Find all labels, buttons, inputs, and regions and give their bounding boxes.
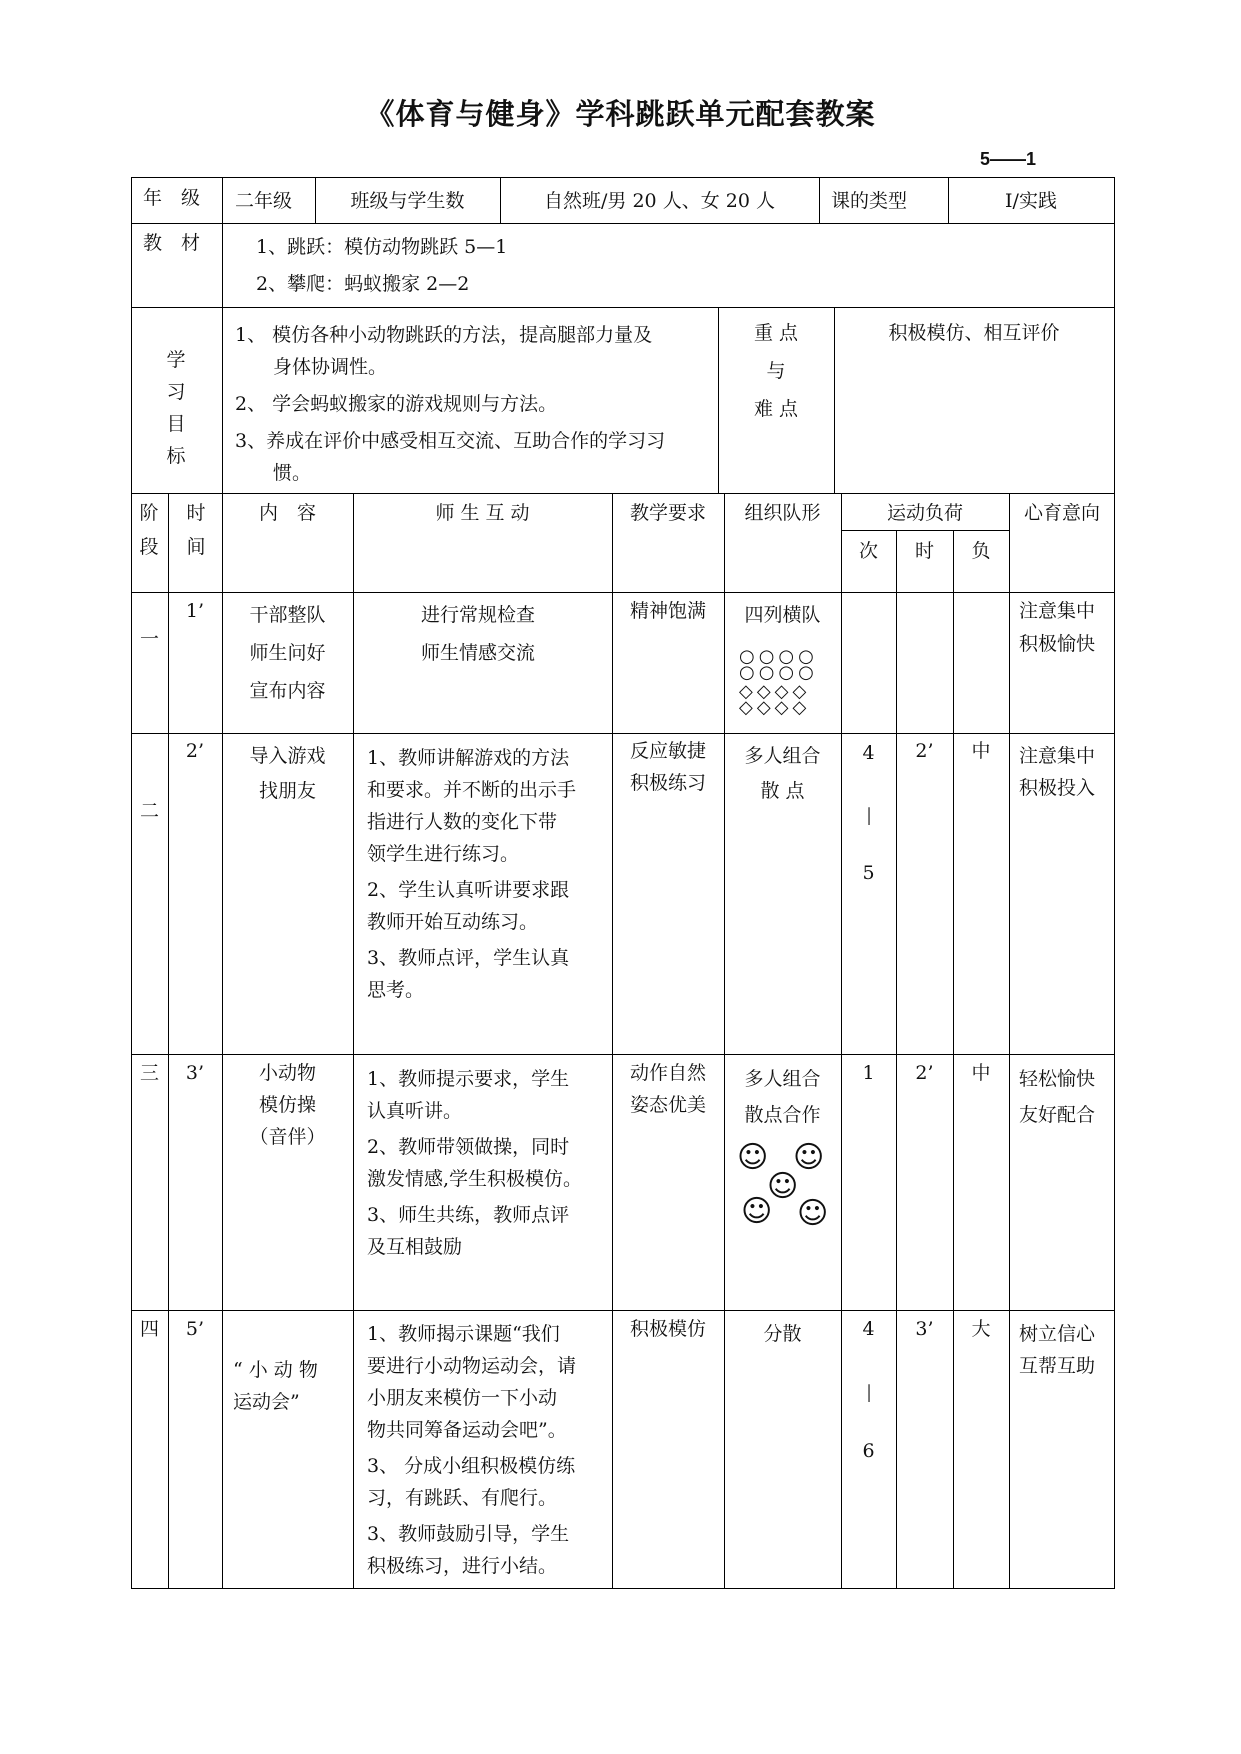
load-count: 4 (862, 742, 875, 764)
range-dash: | (866, 805, 873, 826)
goal-line: 身体协调性。 (273, 356, 388, 378)
stage-cell: 三 (139, 1062, 159, 1084)
load-time: 3’ (915, 1318, 934, 1340)
stage-cell: 二 (139, 800, 159, 822)
goals-label: 习 (166, 381, 186, 403)
key-point-label: 难 点 (753, 398, 799, 420)
load-count: 5 (862, 862, 875, 884)
formation-line: 四列横队 (744, 604, 821, 626)
formation-line: 散点合作 (744, 1104, 821, 1126)
formation-symbols: ◇◇◇◇ (739, 697, 811, 718)
key-point-label: 重 点 (753, 322, 799, 344)
load-intensity: 中 (971, 1062, 991, 1084)
smiley-icon: ☺ (797, 1196, 829, 1231)
mind-line: 互帮互助 (1019, 1355, 1096, 1377)
class-value: 自然班/男 20 人、女 20 人 (544, 190, 775, 212)
requirement-line: 积极模仿 (629, 1318, 706, 1340)
interaction-line: 小朋友来模仿一下小动 (367, 1387, 558, 1409)
requirement-line: 反应敏捷 (629, 740, 706, 762)
content-line: 模仿操 (258, 1094, 316, 1116)
interaction-line: 物共同筹备运动会吧”。 (367, 1419, 567, 1441)
formation-line: 分散 (763, 1323, 802, 1345)
time-cell: 2’ (185, 740, 205, 762)
content-line: 运动会” (233, 1391, 300, 1413)
interaction-line: 进行常规检查 (421, 604, 536, 626)
interaction-line: 3、教师鼓励引导，学生 (367, 1523, 570, 1545)
load-count: 4 (862, 1318, 875, 1340)
time-cell: 5’ (185, 1318, 205, 1340)
material-item: 1、跳跃：模仿动物跳跃 5—1 (256, 236, 508, 258)
formation-line: 多人组合 (744, 745, 821, 767)
col-mind-header: 心育意向 (1023, 502, 1100, 524)
stage-cell: 一 (139, 628, 159, 650)
interaction-line: 指进行人数的变化下带 (367, 811, 558, 833)
lesson-plan-table (131, 177, 1115, 1588)
interaction-line: 和要求。并不断的出示手 (367, 779, 577, 801)
interaction-line: 习，有跳跃、有爬行。 (367, 1487, 558, 1509)
load-count: 1 (862, 1062, 875, 1084)
formation-line: 多人组合 (744, 1068, 821, 1090)
col-requirement-header: 教学要求 (629, 502, 706, 524)
col-interaction-header: 师 生 互 动 (435, 502, 530, 524)
smiley-icon: ☺ (793, 1140, 825, 1175)
grade-value: 二年级 (235, 190, 293, 212)
goals-label: 学 (166, 349, 186, 371)
interaction-line: 师生情感交流 (421, 642, 536, 664)
load-intensity: 中 (971, 740, 991, 762)
goals-label: 标 (166, 445, 186, 467)
interaction-line: 教师开始互动练习。 (367, 911, 539, 933)
class-label: 班级与学生数 (350, 190, 465, 212)
mind-line: 轻松愉快 (1019, 1068, 1096, 1090)
page-title: 《体育与健身》学科跳跃单元配套教案 (365, 97, 876, 131)
requirement-line: 动作自然 (629, 1062, 706, 1084)
material-label: 教 材 (143, 232, 201, 254)
interaction-line: 领学生进行练习。 (367, 843, 520, 865)
document-code: 5——1 (980, 149, 1037, 169)
interaction-line: 3、 分成小组积极模仿练 (367, 1455, 576, 1477)
interaction-line: 1、教师提示要求，学生 (367, 1068, 570, 1090)
formation-symbols: ○○○○ (739, 646, 818, 667)
col-stage-header: 段 (139, 536, 159, 558)
requirement-line: 精神饱满 (629, 600, 706, 622)
mind-line: 注意集中 (1019, 600, 1096, 622)
goal-line: 2、 学会蚂蚁搬家的游戏规则与方法。 (235, 393, 558, 415)
key-point-label: 与 (766, 360, 786, 382)
requirement-line: 姿态优美 (629, 1094, 706, 1116)
smiley-icon: ☺ (737, 1140, 769, 1175)
col-content-header: 内 容 (258, 502, 316, 524)
interaction-line: 1、教师揭示课题“我们 (367, 1323, 560, 1345)
time-cell: 1’ (185, 600, 205, 622)
col-stage-header: 阶 (139, 502, 159, 524)
formation-line: 散 点 (760, 780, 805, 802)
goals-label: 目 (166, 413, 186, 435)
range-dash: | (866, 1382, 873, 1403)
grade-label: 年 级 (143, 187, 201, 209)
interaction-line: 2、教师带领做操，同时 (367, 1136, 570, 1158)
interaction-line: 3、教师点评，学生认真 (367, 947, 570, 969)
lesson-type-value: Ⅰ/实践 (1005, 190, 1057, 212)
col-load-header: 运动负荷 (886, 502, 963, 524)
col-load-time-header: 时 (914, 540, 934, 562)
col-time-header: 间 (186, 536, 206, 558)
load-intensity: 大 (971, 1318, 991, 1340)
content-line: 干部整队 (249, 604, 326, 626)
interaction-line: 1、教师讲解游戏的方法 (367, 747, 570, 769)
content-line: 找朋友 (258, 780, 316, 802)
content-line: 小动物 (258, 1062, 316, 1084)
mind-line: 注意集中 (1019, 745, 1096, 767)
goal-line: 1、 模仿各种小动物跳跃的方法，提高腿部力量及 (235, 324, 653, 346)
interaction-line: 激发情感,学生积极模仿。 (367, 1168, 583, 1190)
key-point-value: 积极模仿、相互评价 (888, 322, 1060, 344)
col-formation-header: 组织队形 (744, 502, 821, 524)
formation-symbols: ◇◇◇◇ (739, 681, 811, 702)
formation-symbols: ○○○○ (739, 662, 818, 683)
mind-line: 友好配合 (1019, 1104, 1096, 1126)
interaction-line: 思考。 (367, 979, 425, 1001)
interaction-line: 及互相鼓励 (367, 1236, 463, 1258)
mind-line: 积极投入 (1019, 777, 1096, 799)
goal-line: 惯。 (273, 462, 312, 484)
col-load-count-header: 次 (858, 540, 878, 562)
load-time: 2’ (915, 1062, 934, 1084)
col-load-intensity-header: 负 (971, 540, 991, 562)
content-line: 导入游戏 (249, 745, 326, 767)
interaction-line: 认真听讲。 (367, 1100, 463, 1122)
smiley-icon: ☺ (741, 1194, 773, 1229)
lesson-type-label: 课的类型 (831, 190, 908, 212)
requirement-line: 积极练习 (629, 772, 706, 794)
mind-line: 树立信心 (1019, 1323, 1096, 1345)
interaction-line: 积极练习，进行小结。 (367, 1555, 558, 1577)
content-line: “ 小 动 物 (233, 1359, 318, 1381)
load-count: 6 (862, 1440, 875, 1462)
col-time-header: 时 (186, 502, 206, 524)
content-line: 宣布内容 (249, 680, 326, 702)
load-time: 2’ (915, 740, 934, 762)
material-item: 2、攀爬：蚂蚁搬家 2—2 (256, 273, 470, 295)
mind-line: 积极愉快 (1019, 633, 1096, 655)
stage-cell: 四 (139, 1318, 159, 1340)
content-line: 师生问好 (249, 642, 326, 664)
goal-line: 3、养成在评价中感受相互交流、互助合作的学习习 (235, 430, 666, 452)
smiley-icon: ☺ (767, 1169, 799, 1204)
content-line: （音伴） (249, 1126, 326, 1148)
time-cell: 3’ (185, 1062, 205, 1084)
interaction-line: 要进行小动物运动会，请 (367, 1355, 577, 1377)
interaction-line: 2、学生认真听讲要求跟 (367, 879, 570, 901)
interaction-line: 3、师生共练，教师点评 (367, 1204, 570, 1226)
